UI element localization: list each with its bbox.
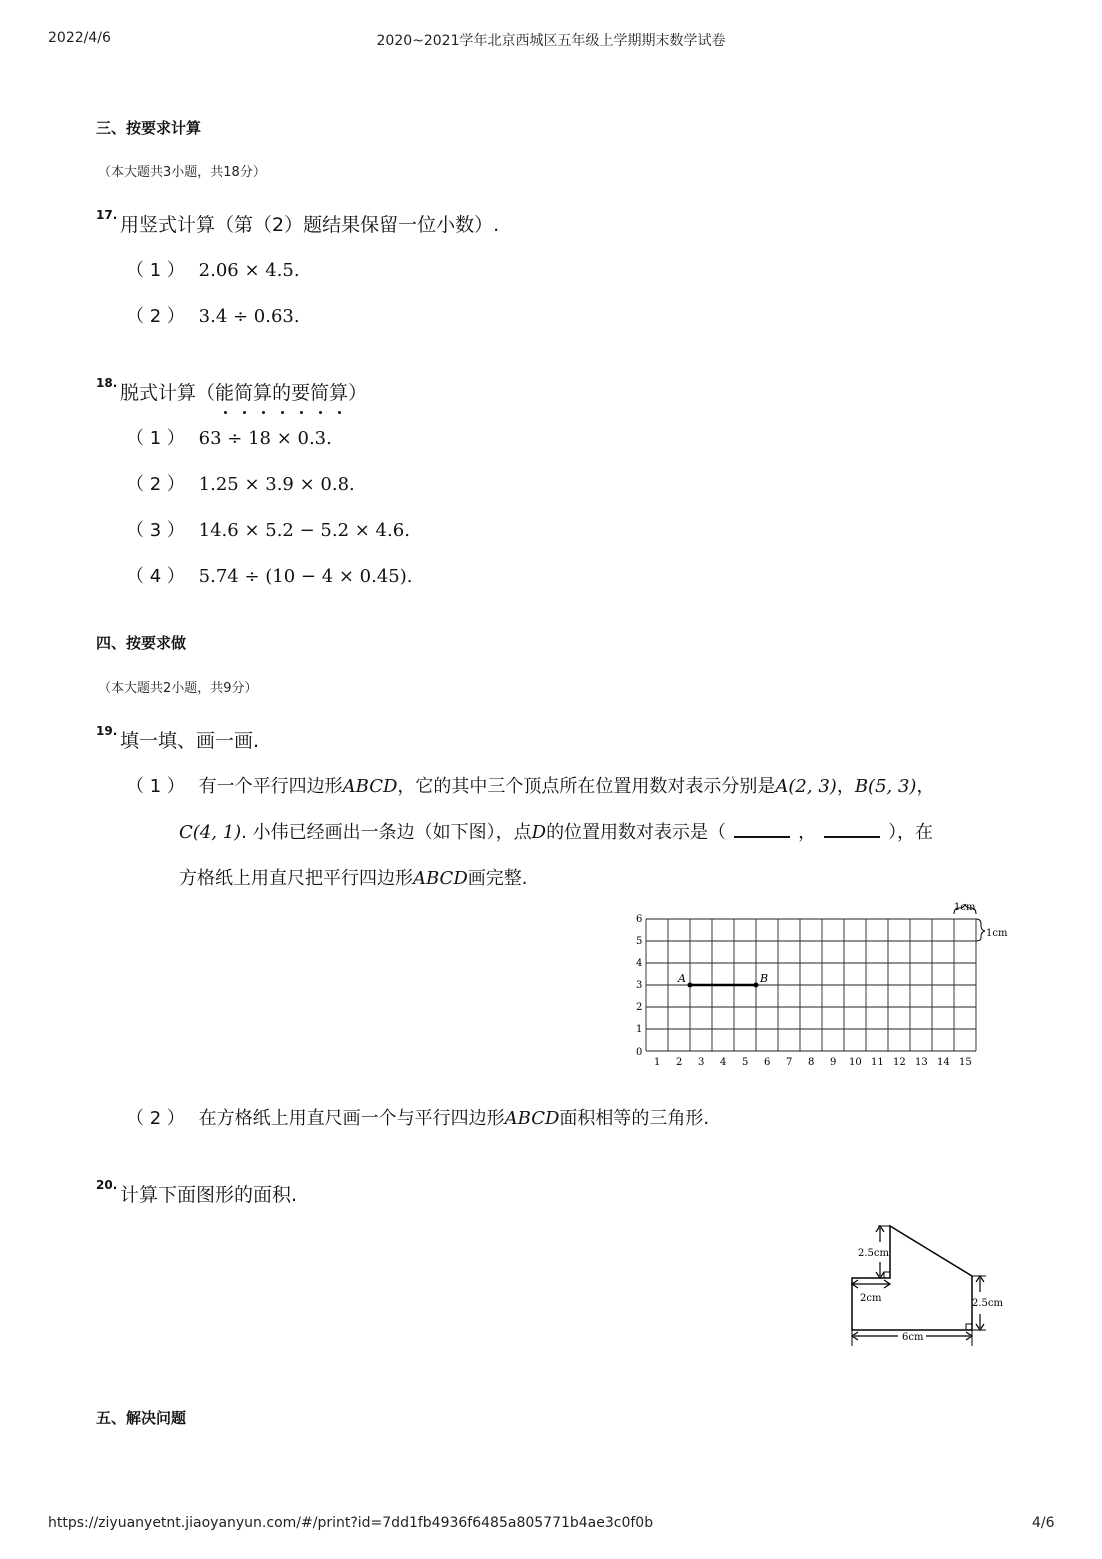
section-5-title: 五、解决问题 bbox=[96, 1409, 187, 1427]
q19-part-1-line-1 bbox=[126, 772, 934, 798]
q18-emph-char: 简 bbox=[234, 378, 253, 405]
q19-part-1-text-g: 画完整. bbox=[467, 868, 528, 889]
section-3-note: （本大题共3小题，共18分） bbox=[98, 165, 266, 180]
y-axis-tick-label: 1 bbox=[636, 1024, 643, 1035]
question-17-number: 17. bbox=[96, 208, 118, 222]
q18-text-post: ） bbox=[348, 382, 368, 404]
q18-text-pre: 脱式计算（ bbox=[120, 382, 216, 404]
q18-item-3-end: . bbox=[404, 520, 410, 541]
section-3-title: 三、按要求计算 bbox=[96, 119, 202, 137]
footer-url[interactable]: https://ziyuanyetnt.jiaoyanyun.com/#/print?id=7dd1fb4936f6485a805771b4ae3c0f0b bbox=[48, 1515, 654, 1531]
question-19-text: 填一填、画一画. bbox=[120, 730, 260, 752]
q18-emph-char: 简 bbox=[310, 378, 329, 405]
x-axis-tick-label: 12 bbox=[893, 1057, 906, 1068]
parallelogram-abcd: ABCD bbox=[413, 868, 468, 889]
x-axis-tick-label: 7 bbox=[786, 1057, 793, 1068]
print-date: 2022/4/6 bbox=[48, 30, 111, 46]
x-axis-tick-label: 15 bbox=[959, 1057, 972, 1068]
question-18-text bbox=[120, 378, 367, 405]
q18-item-2-label: （ 2 ） bbox=[126, 474, 185, 495]
q17-item-1-label: （ 1 ） bbox=[126, 260, 185, 281]
q18-item-3-label: （ 3 ） bbox=[126, 520, 185, 541]
y-axis-tick-label: 6 bbox=[636, 914, 643, 925]
y-axis-tick-label: 4 bbox=[636, 958, 643, 969]
q19-part-2 bbox=[126, 1104, 709, 1130]
q18-emph-char: 能 bbox=[215, 378, 234, 405]
composite-shape-outline bbox=[852, 1226, 972, 1330]
point-b-label: B bbox=[760, 972, 769, 985]
point-d-label: D bbox=[531, 822, 547, 843]
question-19-number: 19. bbox=[96, 724, 118, 738]
y-axis-tick-label: 5 bbox=[636, 936, 643, 947]
dim-label-right: 2.5cm bbox=[972, 1298, 1003, 1309]
parallelogram-abcd: ABCD bbox=[504, 1108, 560, 1129]
comma: ， bbox=[836, 776, 855, 797]
point-a-label: A bbox=[678, 972, 686, 985]
right-angle-marker bbox=[884, 1272, 890, 1278]
q18-item-4 bbox=[126, 562, 413, 588]
y-axis-tick-label: 2 bbox=[636, 1002, 643, 1013]
question-17-text: 用竖式计算（第（2）题结果保留一位小数）. bbox=[120, 214, 500, 236]
y-axis-tick-label: 3 bbox=[636, 980, 643, 991]
question-20-text: 计算下面图形的面积. bbox=[120, 1184, 298, 1206]
point-a-coord: A(2, 3) bbox=[775, 776, 837, 797]
unit-brace-right bbox=[976, 919, 985, 941]
q19-part-1-text-e: ），在 bbox=[888, 822, 934, 843]
x-axis-tick-label: 4 bbox=[720, 1057, 727, 1068]
q17-item-2-end: . bbox=[293, 306, 300, 327]
x-axis-tick-label: 13 bbox=[915, 1057, 928, 1068]
q18-item-3 bbox=[126, 516, 410, 542]
x-axis-labels bbox=[654, 1057, 972, 1068]
comma: ， bbox=[916, 776, 935, 797]
unit-label-top: 1cm bbox=[954, 902, 976, 913]
q18-item-2-expr: 1.25 × 3.9 × 0.8 bbox=[198, 474, 350, 495]
q19-part-1-text-b: ，它的其中三个顶点所在位置用数对表示分别是 bbox=[397, 776, 776, 797]
section-4-title: 四、按要求做 bbox=[96, 634, 187, 652]
q18-item-3-expr: 14.6 × 5.2 − 5.2 × 4.6 bbox=[198, 520, 405, 541]
q17-item-1 bbox=[126, 256, 300, 282]
parallelogram-abcd: ABCD bbox=[342, 776, 398, 797]
q18-item-4-expr: 5.74 ÷ (10 − 4 × 0.45) bbox=[198, 566, 407, 587]
q17-item-2 bbox=[126, 302, 300, 328]
answer-blank-y[interactable] bbox=[824, 822, 880, 838]
q18-emph-char: 算 bbox=[329, 378, 348, 405]
x-axis-tick-label: 10 bbox=[849, 1057, 862, 1068]
point-a-marker bbox=[688, 983, 693, 988]
q18-item-2-end: . bbox=[349, 474, 355, 495]
q19-part-1-line-2 bbox=[179, 818, 933, 844]
point-b-marker bbox=[754, 983, 759, 988]
document-title: 2020~2021学年北京西城区五年级上学期期末数学试卷 bbox=[376, 33, 726, 49]
section-4-note: （本大题共2小题，共9分） bbox=[98, 681, 258, 696]
x-axis-tick-label: 9 bbox=[830, 1057, 837, 1068]
point-c-coord: C(4, 1) bbox=[179, 822, 242, 843]
q18-item-1-label: （ 1 ） bbox=[126, 428, 185, 449]
q19-part-2-text-a: 在方格纸上用直尺画一个与平行四边形 bbox=[198, 1108, 505, 1129]
q19-part-1-text-c: . 小伟已经画出一条边（如下图），点 bbox=[241, 822, 532, 843]
q19-part-1-text-a: 有一个平行四边形 bbox=[198, 776, 343, 797]
q17-item-1-expr: 2.06 × 4.5 bbox=[198, 260, 294, 281]
q19-part-1-text-d: 的位置用数对表示是（ bbox=[546, 822, 727, 843]
x-axis-tick-label: 8 bbox=[808, 1057, 815, 1068]
q18-item-1-end: . bbox=[326, 428, 332, 449]
q17-item-1-end: . bbox=[293, 260, 300, 281]
x-axis-tick-label: 1 bbox=[654, 1057, 661, 1068]
x-axis-tick-label: 6 bbox=[764, 1057, 771, 1068]
dim-label-bottom: 6cm bbox=[902, 1332, 924, 1343]
q17-item-2-label: （ 2 ） bbox=[126, 306, 185, 327]
answer-blank-x[interactable] bbox=[734, 822, 790, 838]
q18-emph-char: 要 bbox=[291, 378, 310, 405]
x-axis-tick-label: 3 bbox=[698, 1057, 705, 1068]
q18-emph-char: 的 bbox=[272, 378, 291, 405]
q18-item-1 bbox=[126, 424, 332, 450]
unit-label-right: 1cm bbox=[986, 928, 1008, 939]
blank-separator: ， bbox=[798, 822, 817, 843]
y-axis-labels bbox=[636, 914, 642, 1058]
x-axis-tick-label: 5 bbox=[742, 1057, 749, 1068]
x-axis-tick-label: 2 bbox=[676, 1057, 683, 1068]
q18-emph-char: 算 bbox=[253, 378, 272, 405]
dim-label-left-top: 2.5cm bbox=[858, 1248, 889, 1259]
area-shape-figure bbox=[842, 1216, 1042, 1356]
q18-item-4-label: （ 4 ） bbox=[126, 566, 185, 587]
q19-part-1-text-f: 方格纸上用直尺把平行四边形 bbox=[179, 868, 413, 889]
q18-item-2 bbox=[126, 470, 355, 496]
right-angle-marker bbox=[966, 1324, 972, 1330]
question-18-number: 18. bbox=[96, 376, 118, 390]
x-axis-tick-label: 11 bbox=[871, 1057, 884, 1068]
page-number: 4/6 bbox=[1032, 1515, 1055, 1531]
q19-part-1-line-3 bbox=[179, 864, 528, 890]
q18-item-1-expr: 63 ÷ 18 × 0.3 bbox=[198, 428, 327, 449]
y-axis-tick-label: 0 bbox=[636, 1047, 643, 1058]
q19-part-2-text-b: 面积相等的三角形. bbox=[559, 1108, 710, 1129]
x-axis-tick-label: 14 bbox=[937, 1057, 950, 1068]
question-20-number: 20. bbox=[96, 1178, 118, 1192]
coordinate-grid-figure bbox=[628, 896, 1018, 1076]
q19-part-1-label: （ 1 ） bbox=[126, 776, 185, 797]
q17-item-2-expr: 3.4 ÷ 0.63 bbox=[198, 306, 294, 327]
dim-label-bottom-left: 2cm bbox=[860, 1293, 882, 1304]
q19-part-2-label: （ 2 ） bbox=[126, 1108, 185, 1129]
q18-item-4-end: . bbox=[406, 566, 413, 587]
point-b-coord: B(5, 3) bbox=[854, 776, 917, 797]
